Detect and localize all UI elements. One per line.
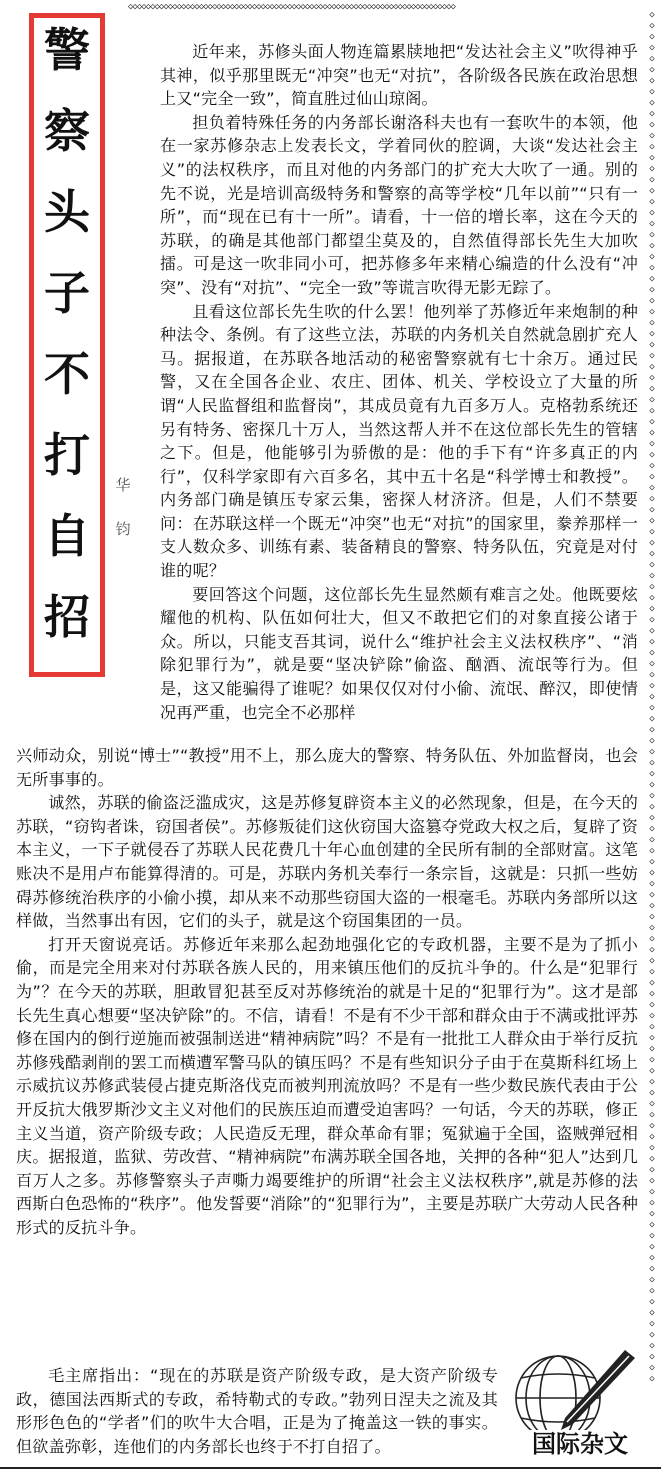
title-char: 自 — [44, 509, 90, 563]
title-char: 打 — [44, 428, 90, 482]
decorative-border-right: ◇ ◇ ◇ ◇ ◇ ◇ ◇ ◇ ◇ ◇ ◇ ◇ ◇ ◇ ◇ ◇ ◇ ◇ ◇ ◇ ◇ ◇ ◇ ◇ ◇ ◇ ◇ ◇ ◇ ◇ ◇ ◇ ◇ ◇ ◇ ◇ ◇ ◇ ◇ ◇ ◇ ◇ ◇ ◇ ◇ ◇ ◇ ◇ ◇ ◇ ◇ ◇ ◇ ◇ ◇ ◇ ◇ ◇ ◇ ◇ ◇ ◇ ◇ ◇ ◇ ◇ ◇ ◇ ◇ ◇ ◇ ◇ ◇ ◇ ◇ ◇ ◇ ◇ ◇ ◇ ◇ ◇ ◇ ◇ ◇ ◇ ◇ ◇ ◇ ◇ ◇ ◇ ◇ ◇ ◇ ◇ ◇ ◇ ◇ ◇ ◇ ◇ ◇ ◇ ◇ ◇ ◇ ◇ ◇ ◇ ◇ ◇ ◇ ◇ ◇ ◇ ◇ ◇ ◇ ◇ ◇ ◇ ◇ ◇ ◇ — [649, 10, 655, 1384]
paragraph: 毛主席指出：“现在的苏联是资产阶级专政，是大资产阶级专政，德国法西斯式的专政，希特勒式的专政。”勃列日涅夫之流及其形形色色的“学者”们的吹牛大合唱，正是为了掩盖这一铁的事实。但欲盖弥彰，连他们的内务部长也终于不打自招了。 — [16, 1366, 498, 1456]
paragraph: 诚然，苏联的偷盗泛滥成灾，这是苏修复辟资本主义的必然现象，但是，在今天的苏联，“窃钩者诛，窃国者侯”。苏修叛徒们这伙窃国大盗篡夺党政大权之后，复辟了资本主义，一下子就侵吞了苏联人民花费几十年心血创建的全民所有制的全部财富。这笔账决不是用卢布能算得清的。可是，苏联内务机关奉行一条宗旨，这就是：只抓一些妨碍苏修统治秩序的小偷小摸，却从来不动那些窃国大盗的一根毫毛。苏联内务部所以这样做，当然事出有因，它们的头子，就是这个窃国集团的一员。 — [16, 793, 638, 931]
paragraph: 近年来，苏修头面人物连篇累牍地把“发达社会主义”吹得神乎其神，似乎那里既无“冲突”也无“对抗”，各阶级各民族在政治思想上又“完全一致”，简直胜过仙山琼阁。 — [160, 42, 638, 109]
bottom-rule — [0, 1467, 661, 1469]
paragraph: 要回答这个问题，这位部长先生显然颇有难言之处。他既要炫耀他的机构、队伍如何壮大，但又不敢把它们的对象直接公诸于众。所以，只能支吾其词，说什么“维护社会主义法权秩序”、“消除犯罪行为”，就是要“坚决铲除”偷盗、酗酒、流氓等行为。但是，这又能骗得了谁呢？如果仅仅对付小偷、流氓、醉汉，即使情况再严重，也完全不必那样 — [160, 584, 638, 722]
article-title-box — [29, 13, 105, 677]
title-char: 察 — [44, 104, 90, 158]
title-char: 头 — [44, 185, 90, 239]
paragraph: 且看这位部长先生吹的什么罢！他列举了苏修近年来炮制的种种法令、条例。有了这些立法，苏联的内务机关自然就急剧扩充人马。据报道，在苏联各地活动的秘密警察就有七十余万。通过民警，又在全国各企业、农庄、团体、机关、学校设立了大量的所谓“人民监督组和监督岗”，其成员竟有九百多万人。克格勃系统还另有特务、密探几十万人，当然这帮人并不在这位部长先生的管辖之下。但是，他能够引为骄傲的是：他的手下有“许多真正的内行”，仅科学家即有六百多名，其中五十名是“科学博士和教授”。内务部门确是镇压专家云集，密探人材济济。但是，人们不禁要问：在苏联这样一个既无“冲突”也无“对抗”的国家里，豢养那样一支人数众多、训练有素、装备精良的警察、特务队伍，究竟是对付谁的呢？ — [160, 301, 638, 581]
article-body-lower — [16, 1364, 498, 1458]
column-logo-label: 国际杂文 — [532, 1430, 628, 1458]
article-body-middle — [16, 744, 638, 1239]
title-char: 不 — [44, 347, 90, 401]
author-char: 华 — [115, 476, 131, 494]
title-char: 警 — [44, 23, 90, 77]
decorative-border-top: ◇◇◇◇◇◇◇◇◇◇◇◇◇◇◇◇◇◇◇◇◇◇◇◇◇◇◇◇◇◇◇◇◇◇◇◇◇◇◇◇◇◇◇◇◇◇◇◇◇◇◇◇◇◇◇◇◇◇◇◇◇◇◇◇◇◇◇◇◇◇◇◇◇◇ — [128, 2, 455, 12]
author-char: 钧 — [115, 520, 131, 538]
paragraph: 担负着特殊任务的内务部长谢洛科夫也有一套吹牛的本领，他在一家苏修杂志上发表长文，学着同伙的腔调，大谈“发达社会主义”的法权秩序，而且对他的内务部门的扩充大大吹了一通。别的先不说，光是培训高级特务和警察的高等学校“几年以前”“只有一所”，而“现在已有十一所”。请看，十一倍的增长率，这在今天的苏联，的确是其他部门都望尘莫及的，自然值得部长先生大加吹擂。可是这一吹非同小可，把苏修多年来精心编造的什么没有“冲突”、没有“对抗”、“完全一致”等谎言吹得无影无踪了。 — [160, 112, 638, 297]
title-char: 招 — [44, 590, 90, 644]
paragraph: 打开天窗说亮话。苏修近年来那么起劲地强化它的专政机器，主要不是为了抓小偷，而是完全用来对付苏联各族人民的，用来镇压他们的反抗斗争的。什么是“犯罪行为”？在今天的苏联，胆敢冒犯甚至反对苏修统治的就是十足的“犯罪行为”。这才是部长先生真心想要“坚决铲除”的。不信，请看！不是有不少干部和群众由于不满或批评苏修在国内的倒行逆施而被强制送进“精神病院”吗？不是有一批批工人群众由于举行反抗苏修残酷剥削的罢工而横遭军警马队的镇压吗？不是有些知识分子由于在莫斯科红场上示威抗议苏修武装侵占捷克斯洛伐克而被判刑流放吗？不是有一些少数民族代表由于公开反抗大俄罗斯沙文主义对他们的民族压迫而遭受迫害吗？一句话，今天的苏联，修正主义当道，资产阶级专政；人民造反无理，群众革命有罪；冤狱遍于全国，盗贼弹冠相庆。据报道，监狱、劳改营、“精神病院”布满苏联全国各地，关押的各种“犯人”达到几百万人之多。苏修警察头子声嘶力竭要维护的所谓“社会主义法权秩序”,就是苏修的法西斯白色恐怖的“秩序”。他发誓要“消除”的“犯罪行为”，主要是苏联广大劳动人民各种形式的反抗斗争。 — [16, 934, 638, 1237]
title-char: 子 — [44, 266, 90, 320]
paragraph-continuation: 兴师动众，别说“博士”“教授”用不上，那么庞大的警察、特务队伍、外加监督岗，也会无所事事的。 — [16, 746, 638, 789]
article-body-upper — [160, 40, 638, 724]
